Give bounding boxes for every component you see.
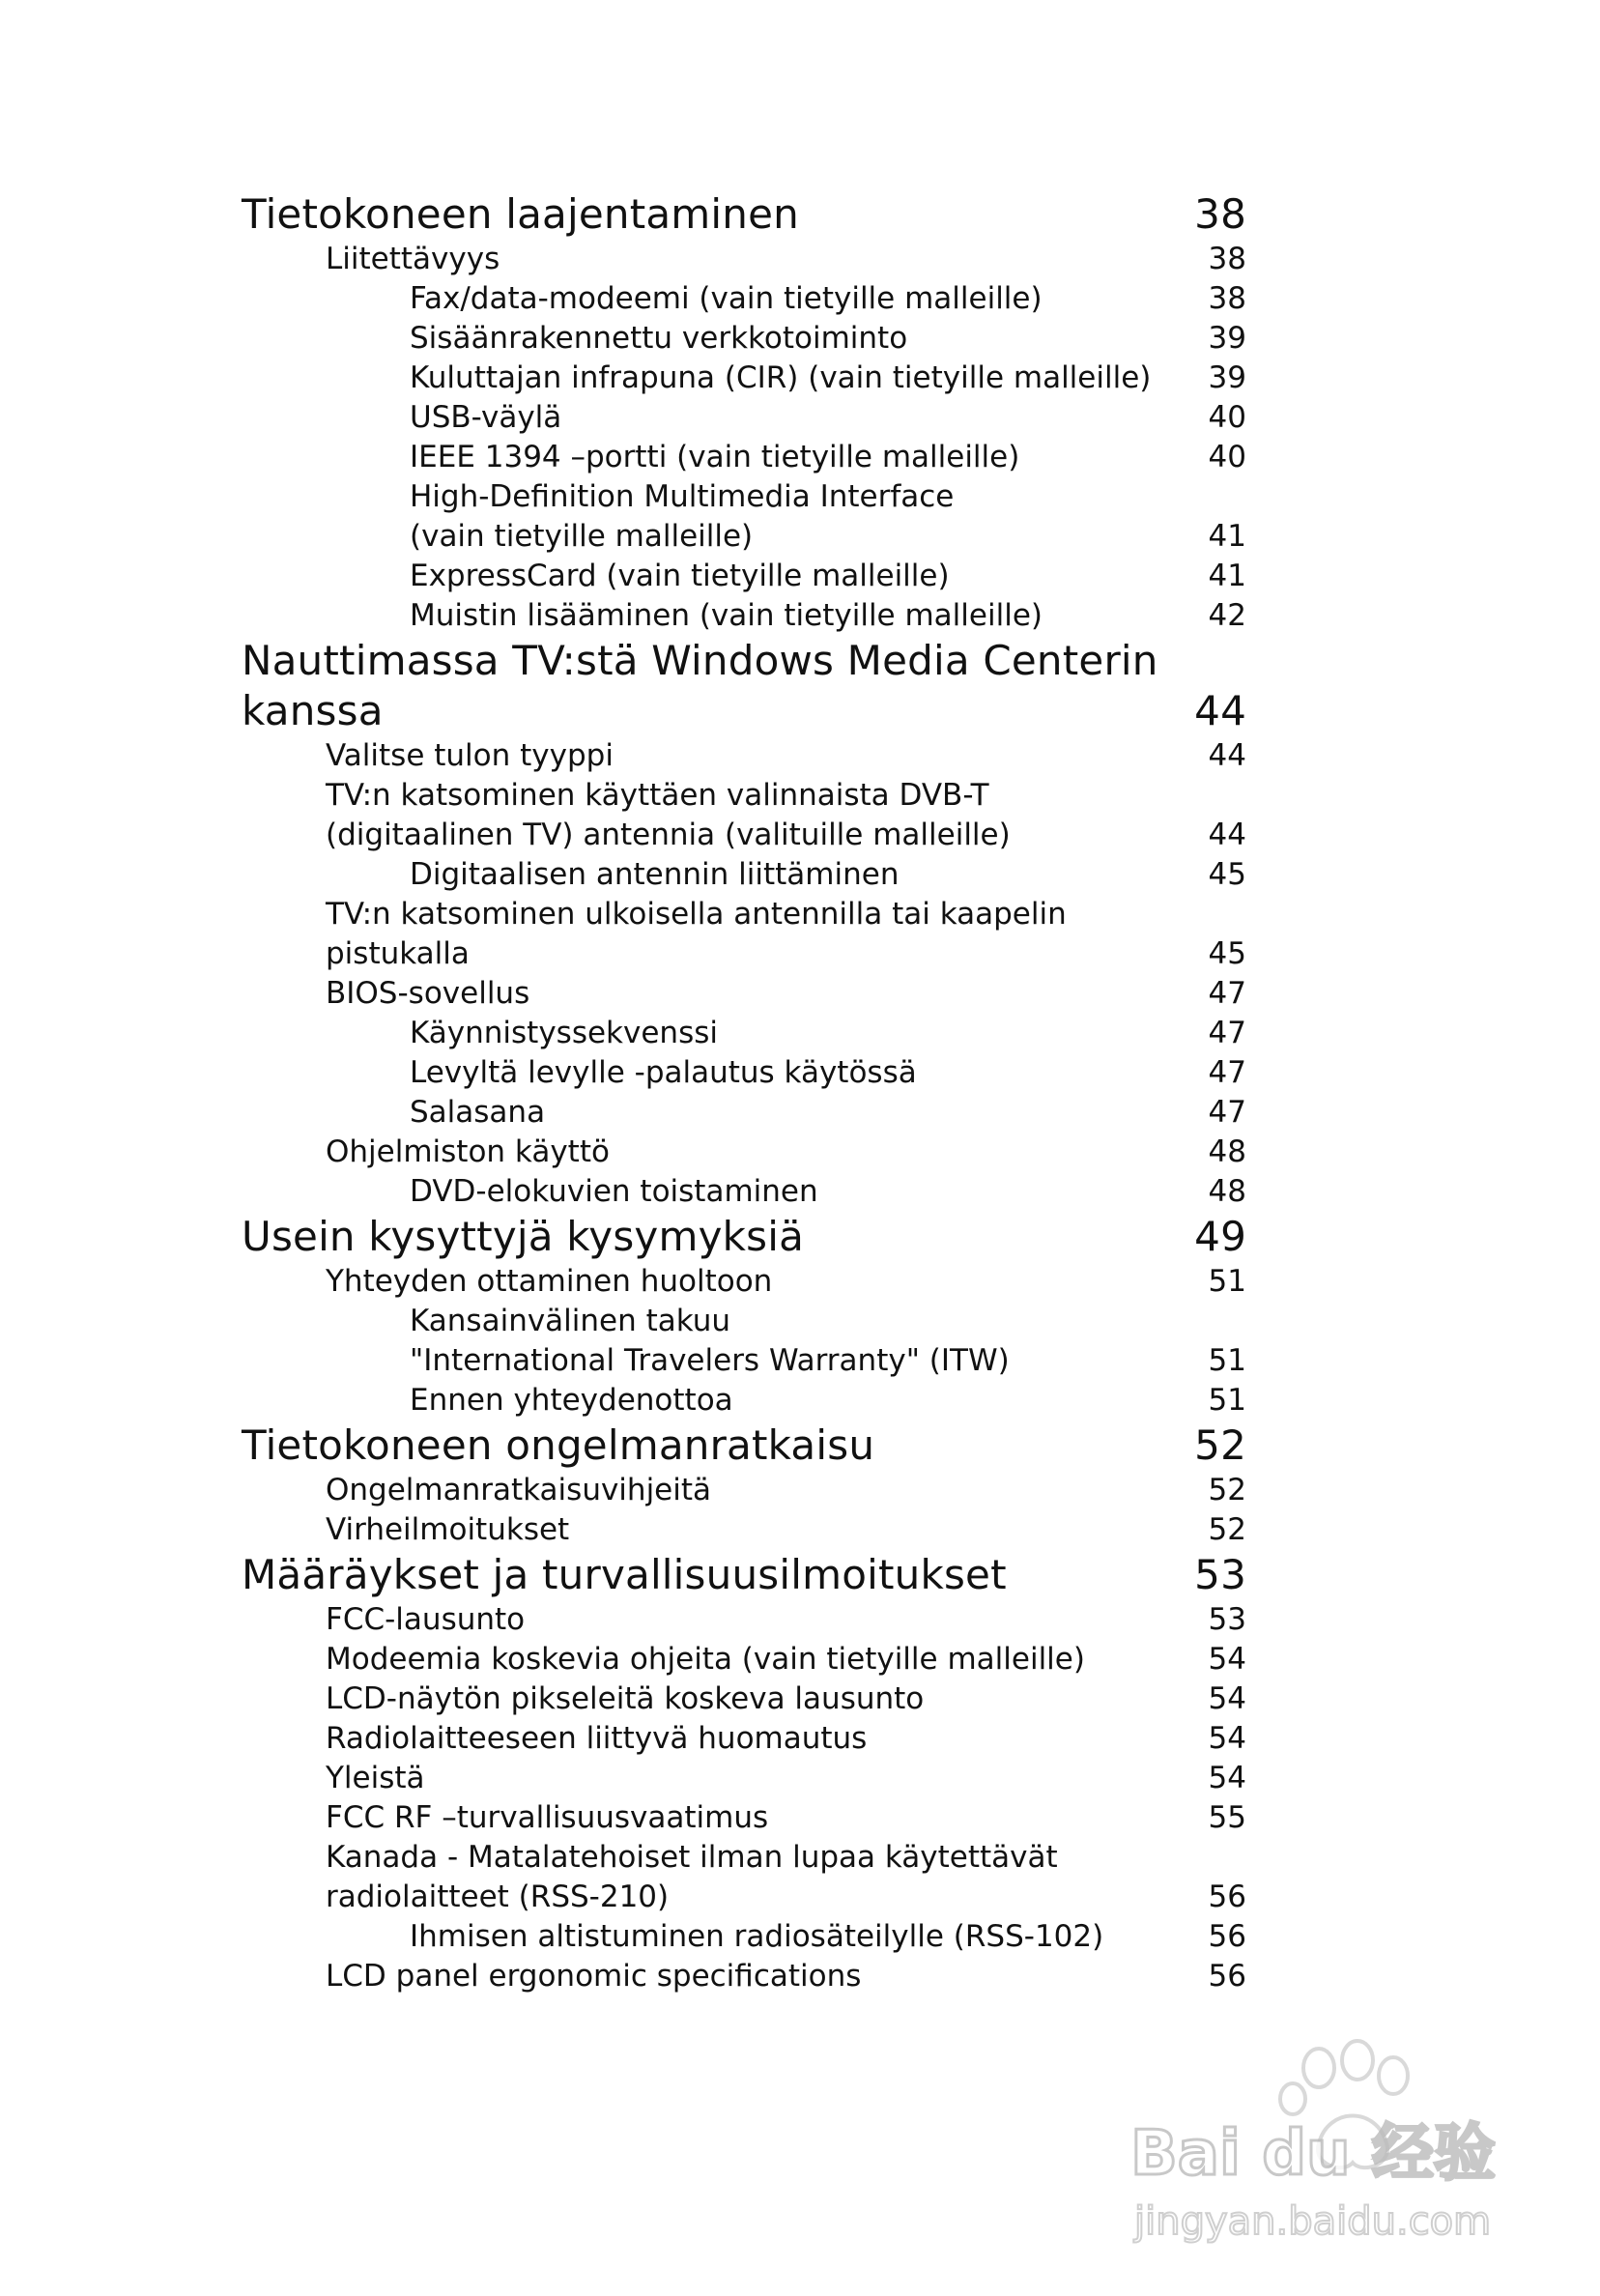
toc-entry-title: DVD-elokuvien toistaminen bbox=[410, 1174, 818, 1209]
toc-entry[interactable] bbox=[242, 279, 1246, 319]
toc-entry[interactable] bbox=[242, 477, 1246, 557]
toc-entry-title: USB-väylä bbox=[410, 400, 562, 435]
toc-entry-page: 41 bbox=[1208, 559, 1246, 593]
toc-entry[interactable] bbox=[242, 1719, 1246, 1759]
toc-entry-title: LCD-näytön pikseleitä koskeva lausunto bbox=[326, 1681, 925, 1716]
toc-entry-title: Tietokoneen laajentaminen bbox=[242, 190, 799, 238]
toc-entry-title: Muistin lisääminen (vain tietyille malleille) bbox=[410, 598, 1043, 633]
toc-entry[interactable] bbox=[242, 557, 1246, 596]
toc-entry-page: 56 bbox=[1208, 1919, 1246, 1954]
toc-entry-title: Digitaalisen antennin liittäminen bbox=[410, 857, 900, 892]
toc-entry[interactable] bbox=[242, 398, 1246, 438]
toc-entry[interactable] bbox=[242, 974, 1246, 1014]
watermark-brand: Bai du 经验 bbox=[1130, 2118, 1496, 2190]
toc-entry-page: 47 bbox=[1208, 1095, 1246, 1130]
toc-entry-page: 48 bbox=[1208, 1174, 1246, 1209]
toc-entry[interactable] bbox=[242, 319, 1246, 359]
toc-entry-title: Yhteyden ottaminen huoltoon bbox=[326, 1264, 773, 1299]
toc-entry[interactable] bbox=[242, 1759, 1246, 1798]
toc-entry[interactable] bbox=[242, 438, 1246, 477]
toc-entry-title: Kuluttajan infrapuna (CIR) (vain tietyille malleille) bbox=[410, 360, 1152, 395]
toc-entry-title: Levyltä levylle -palautus käytössä bbox=[410, 1055, 917, 1090]
toc-entry-page: 51 bbox=[1208, 1264, 1246, 1299]
toc-entry-page: 38 bbox=[1208, 242, 1246, 276]
toc-entry[interactable] bbox=[242, 1381, 1246, 1421]
toc-entry-title: Salasana bbox=[410, 1095, 546, 1130]
toc-entry-title: Fax/data-modeemi (vain tietyille malleille) bbox=[410, 281, 1043, 316]
toc-entry-page: 56 bbox=[1208, 1880, 1246, 1914]
toc-entry-title: Käynnistyssekvenssi bbox=[410, 1016, 718, 1050]
toc-entry-title: Yleistä bbox=[326, 1761, 425, 1795]
toc-entry[interactable] bbox=[242, 1640, 1246, 1679]
toc-entry[interactable] bbox=[242, 596, 1246, 636]
toc-entry-title: Virheilmoitukset bbox=[326, 1512, 570, 1547]
toc-entry-title: BIOS-sovellus bbox=[326, 976, 530, 1011]
toc-entry[interactable] bbox=[242, 189, 1246, 240]
toc-entry-title: Kanada - Matalatehoiset ilman lupaa käytettävät radiolaitteet (RSS-210) bbox=[326, 1840, 1058, 1914]
toc-entry-title: Sisäänrakennettu verkkotoiminto bbox=[410, 321, 908, 356]
toc-entry[interactable] bbox=[242, 1471, 1246, 1510]
toc-entry-title: Liitettävyys bbox=[326, 242, 500, 276]
toc-entry[interactable] bbox=[242, 1172, 1246, 1212]
toc-entry[interactable] bbox=[242, 1838, 1246, 1917]
toc-entry[interactable] bbox=[242, 1302, 1246, 1381]
toc-entry-page: 49 bbox=[1194, 1213, 1246, 1260]
toc-entry[interactable] bbox=[242, 1212, 1246, 1262]
toc-entry-title: Nauttimassa TV:stä Windows Media Centerin kanssa bbox=[242, 637, 1158, 734]
toc-entry-page: 47 bbox=[1208, 976, 1246, 1011]
toc-entry[interactable] bbox=[242, 1093, 1246, 1133]
toc-entry[interactable] bbox=[242, 1957, 1246, 1996]
toc-entry[interactable] bbox=[242, 1053, 1246, 1093]
toc-entry-title: Kansainvälinen takuu "International Travelers Warranty" (ITW) bbox=[410, 1304, 1010, 1378]
toc-entry[interactable] bbox=[242, 240, 1246, 279]
toc-entry[interactable] bbox=[242, 776, 1246, 855]
toc-entry-page: 54 bbox=[1208, 1642, 1246, 1677]
toc-entry[interactable] bbox=[242, 1421, 1246, 1471]
toc-entry[interactable] bbox=[242, 1014, 1246, 1053]
baidu-watermark bbox=[1121, 2029, 1527, 2252]
toc-entry-title: Modeemia koskevia ohjeita (vain tietyille malleille) bbox=[326, 1642, 1085, 1677]
toc-entry-title: Usein kysyttyjä kysymyksiä bbox=[242, 1213, 805, 1260]
paw-toe-4 bbox=[1280, 2083, 1305, 2114]
toc-entry-page: 45 bbox=[1208, 936, 1246, 971]
paw-toe-1 bbox=[1303, 2049, 1334, 2087]
toc-entry-page: 47 bbox=[1208, 1055, 1246, 1090]
toc-entry-page: 39 bbox=[1208, 321, 1246, 356]
toc-entry-title: IEEE 1394 –portti (vain tietyille malleille) bbox=[410, 440, 1020, 474]
toc-entry-page: 44 bbox=[1194, 687, 1246, 734]
toc-entry-page: 44 bbox=[1208, 818, 1246, 852]
toc-entry-page: 48 bbox=[1208, 1134, 1246, 1169]
watermark-url: jingyan.baidu.com bbox=[1134, 2199, 1492, 2244]
toc-entry[interactable] bbox=[242, 1917, 1246, 1957]
toc-entry-page: 39 bbox=[1208, 360, 1246, 395]
toc-entry-page: 41 bbox=[1208, 519, 1246, 554]
toc-entry[interactable] bbox=[242, 636, 1246, 736]
toc-entry-page: 42 bbox=[1208, 598, 1246, 633]
table-of-contents bbox=[242, 189, 1246, 1996]
toc-entry-page: 55 bbox=[1208, 1800, 1246, 1835]
toc-entry-page: 54 bbox=[1208, 1721, 1246, 1756]
toc-entry-page: 54 bbox=[1208, 1681, 1246, 1716]
toc-entry[interactable] bbox=[242, 736, 1246, 776]
toc-entry-page: 53 bbox=[1208, 1602, 1246, 1637]
paw-toe-2 bbox=[1342, 2041, 1373, 2080]
toc-entry-page: 40 bbox=[1208, 440, 1246, 474]
toc-entry[interactable] bbox=[242, 1133, 1246, 1172]
toc-entry-page: 52 bbox=[1208, 1473, 1246, 1507]
toc-entry-title: FCC-lausunto bbox=[326, 1602, 526, 1637]
toc-entry-title: Ihmisen altistuminen radiosäteilylle (RSS-102) bbox=[410, 1919, 1104, 1954]
toc-entry-page: 44 bbox=[1208, 738, 1246, 773]
toc-entry-page: 38 bbox=[1208, 281, 1246, 316]
toc-entry-title: ExpressCard (vain tietyille malleille) bbox=[410, 559, 950, 593]
toc-entry-title: FCC RF –turvallisuusvaatimus bbox=[326, 1800, 769, 1835]
toc-entry-title: Tietokoneen ongelmanratkaisu bbox=[242, 1421, 875, 1469]
toc-entry-title: TV:n katsominen käyttäen valinnaista DVB-T (digitaalinen TV) antennia (valituille malleille) bbox=[326, 778, 1011, 852]
toc-entry-title: Radiolaitteeseen liittyvä huomautus bbox=[326, 1721, 868, 1756]
toc-entry[interactable] bbox=[242, 1600, 1246, 1640]
toc-entry-page: 51 bbox=[1208, 1343, 1246, 1378]
toc-entry-title: Valitse tulon tyyppi bbox=[326, 738, 614, 773]
toc-entry[interactable] bbox=[242, 359, 1246, 398]
toc-entry-page: 47 bbox=[1208, 1016, 1246, 1050]
toc-entry-page: 56 bbox=[1208, 1959, 1246, 1994]
toc-entry[interactable] bbox=[242, 1262, 1246, 1302]
toc-entry-page: 38 bbox=[1194, 190, 1246, 238]
toc-entry-title: Määräykset ja turvallisuusilmoitukset bbox=[242, 1551, 1007, 1598]
toc-entry-page: 54 bbox=[1208, 1761, 1246, 1795]
toc-entry-page: 52 bbox=[1208, 1512, 1246, 1547]
toc-entry-title: High-Definition Multimedia Interface (vain tietyille malleille) bbox=[410, 479, 955, 554]
toc-entry-page: 45 bbox=[1208, 857, 1246, 892]
toc-entry[interactable] bbox=[242, 1679, 1246, 1719]
toc-entry[interactable] bbox=[242, 895, 1246, 974]
toc-entry-title: Ongelmanratkaisuvihjeitä bbox=[326, 1473, 712, 1507]
toc-entry[interactable] bbox=[242, 1798, 1246, 1838]
toc-entry[interactable] bbox=[242, 1550, 1246, 1600]
paw-toe-3 bbox=[1379, 2057, 1408, 2094]
toc-entry-page: 51 bbox=[1208, 1383, 1246, 1418]
toc-entry-page: 40 bbox=[1208, 400, 1246, 435]
toc-entry-page: 52 bbox=[1194, 1421, 1246, 1469]
toc-entry[interactable] bbox=[242, 1510, 1246, 1550]
toc-entry-title: Ohjelmiston käyttö bbox=[326, 1134, 610, 1169]
toc-entry[interactable] bbox=[242, 855, 1246, 895]
toc-entry-title: Ennen yhteydenottoa bbox=[410, 1383, 733, 1418]
toc-entry-title: TV:n katsominen ulkoisella antennilla tai kaapelin pistukalla bbox=[326, 897, 1067, 971]
toc-entry-title: LCD panel ergonomic specifications bbox=[326, 1959, 862, 1994]
toc-entry-page: 53 bbox=[1194, 1551, 1246, 1598]
